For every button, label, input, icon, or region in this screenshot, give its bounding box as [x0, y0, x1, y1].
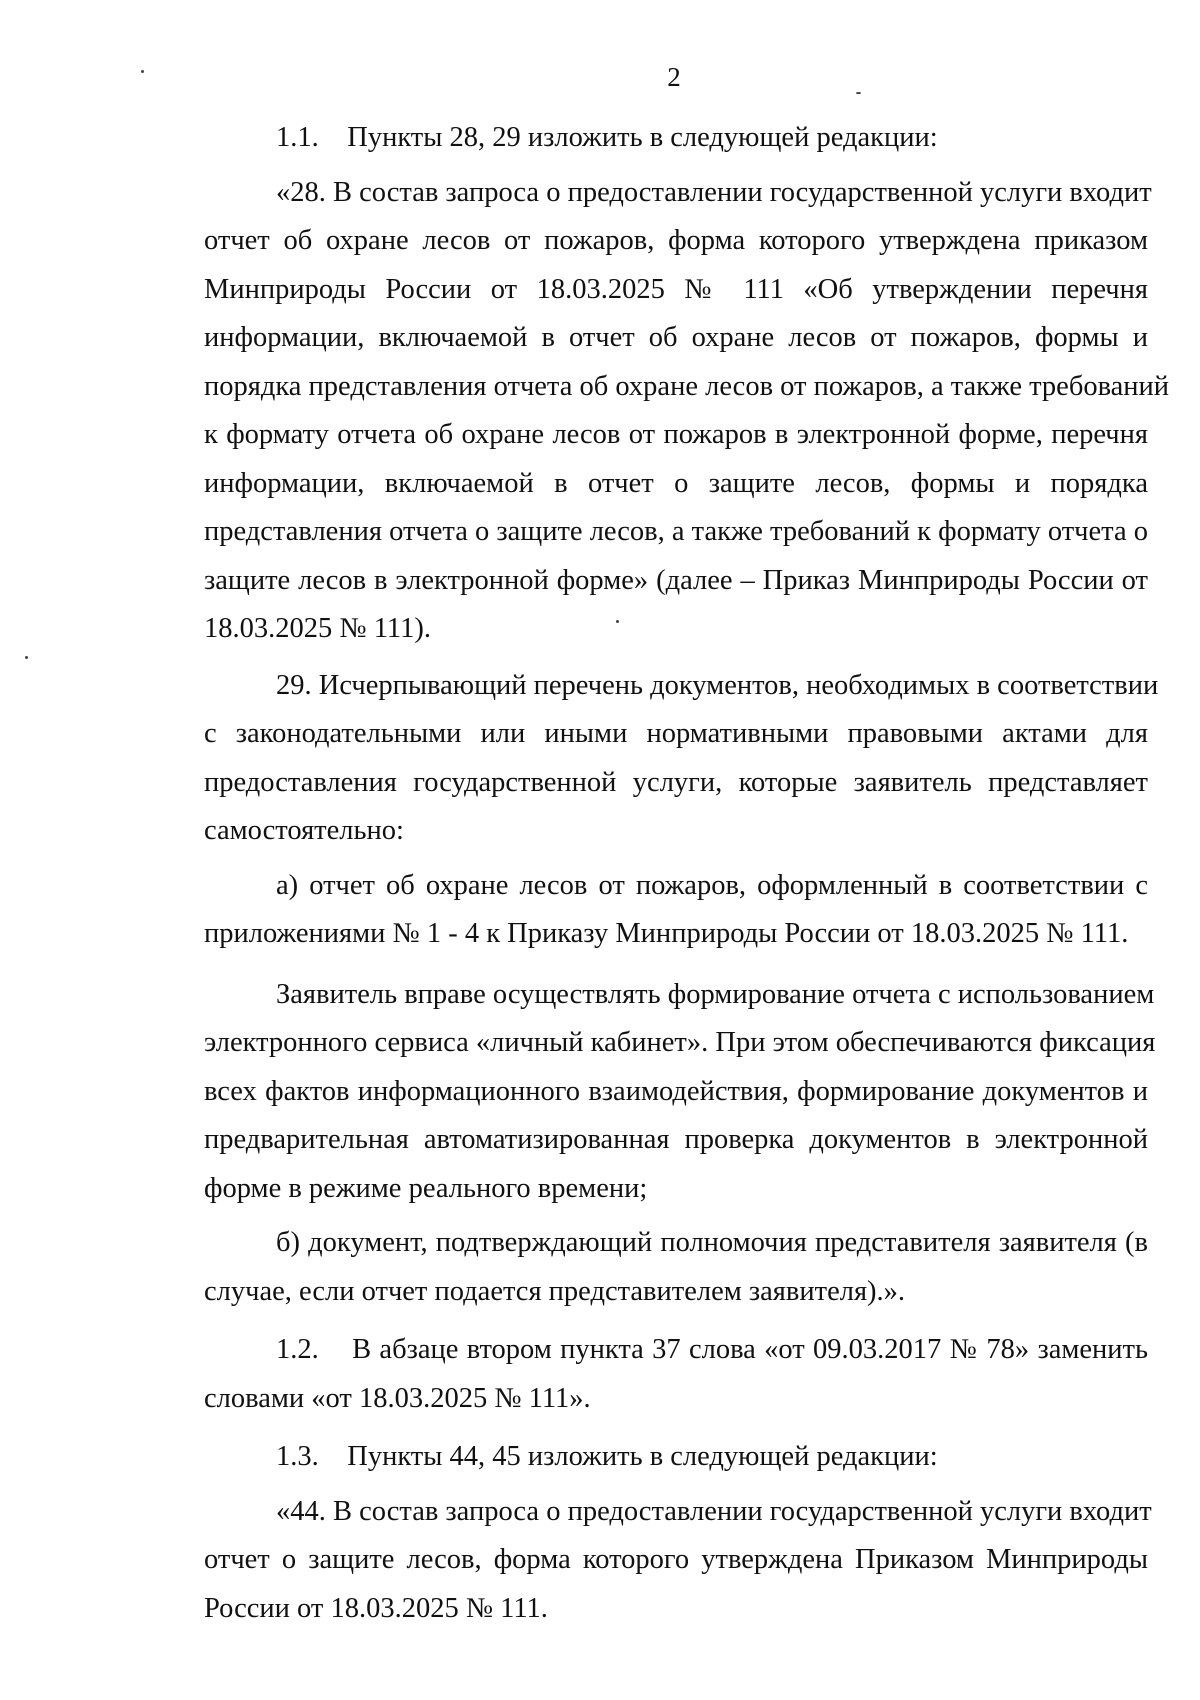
text-line: отчет об охране лесов от пожаров, форма которого утверждена приказом — [204, 225, 1148, 256]
text-line: 1.2. В абзаце втором пункта 37 слова «от 09.03.2017 № 78» заменить — [276, 1334, 1148, 1365]
page-number: 2 — [667, 62, 681, 92]
text-line: б) документ, подтверждающий полномочия представителя заявителя (в — [276, 1227, 1148, 1258]
text-line: форме в режиме реального времени; — [204, 1172, 648, 1204]
scan-speck — [25, 656, 28, 659]
text-line: а) отчет об охране лесов от пожаров, оформленный в соответствии с — [276, 869, 1148, 901]
paragraph-1-2 — [204, 1326, 1148, 1423]
scan-speck — [141, 70, 144, 73]
text-line: Минприроды России от 18.03.2025 № 111 «Об утверждении перечня — [204, 273, 1148, 305]
text-line: всех фактов информационного взаимодействия, формирование документов и — [204, 1075, 1148, 1107]
text-line: 1.3. Пункты 44, 45 изложить в следующей редакции: — [276, 1441, 938, 1472]
text-line: «44. В состав запроса о предоставлении государственной услуги входит — [276, 1495, 1152, 1527]
paragraph-1-1 — [204, 114, 1148, 163]
text-line: самостоятельно: — [204, 815, 404, 846]
paragraph-29 — [204, 662, 1159, 856]
scan-speck — [616, 620, 619, 623]
text-line: к формату отчета об охране лесов от пожаров в электронной форме, перечня — [204, 419, 1148, 450]
text-line: представления отчета о защите лесов, а также требований к формату отчета о — [204, 516, 1148, 547]
text-line: 1.1. Пункты 28, 29 изложить в следующей редакции: — [276, 122, 938, 153]
text-line: защите лесов в электронной форме» (далее – Приказ Минприроды России от — [204, 564, 1148, 596]
text-line: словами «от 18.03.2025 № 111». — [204, 1382, 591, 1414]
text-line: информации, включаемой в отчет о защите лесов, формы и порядка — [204, 467, 1148, 499]
document-body — [204, 114, 1170, 1633]
text-line: порядка представления отчета об охране лесов от пожаров, а также требований — [204, 370, 1170, 402]
paragraph-applicant — [204, 971, 1156, 1214]
text-line: с законодательными или иными нормативными правовыми актами для — [204, 718, 1148, 749]
paragraph-1-3 — [204, 1433, 1148, 1482]
text-line: России от 18.03.2025 № 111. — [204, 1592, 548, 1624]
paragraph-44 — [204, 1488, 1152, 1634]
text-line: предварительная автоматизированная проверка документов в электронной — [204, 1124, 1148, 1155]
paragraph-item-b — [204, 1219, 1148, 1316]
paragraph-28 — [204, 169, 1170, 654]
text-line: Заявитель вправе осуществлять формирование отчета с использованием — [276, 978, 1155, 1010]
text-line: случае, если отчет подается представителем заявителя).». — [204, 1275, 906, 1307]
text-line: «28. В состав запроса о предоставлении государственной услуги входит — [276, 176, 1152, 208]
paragraph-item-a — [204, 862, 1148, 959]
text-line: информации, включаемой в отчет об охране лесов от пожаров, формы и — [204, 322, 1148, 353]
scan-speck — [856, 92, 861, 94]
text-line: 18.03.2025 № 111). — [204, 613, 431, 644]
text-line: отчет о защите лесов, форма которого утверждена Приказом Минприроды — [204, 1544, 1148, 1575]
text-line: электронного сервиса «личный кабинет». При этом обеспечиваются фиксация — [204, 1027, 1156, 1058]
text-line: приложениями № 1 - 4 к Приказу Минприроды России от 18.03.2025 № 111. — [204, 918, 1129, 949]
text-line: предоставления государственной услуги, которые заявитель представляет — [204, 766, 1148, 798]
text-line: 29. Исчерпывающий перечень документов, необходимых в соответствии — [276, 669, 1159, 701]
